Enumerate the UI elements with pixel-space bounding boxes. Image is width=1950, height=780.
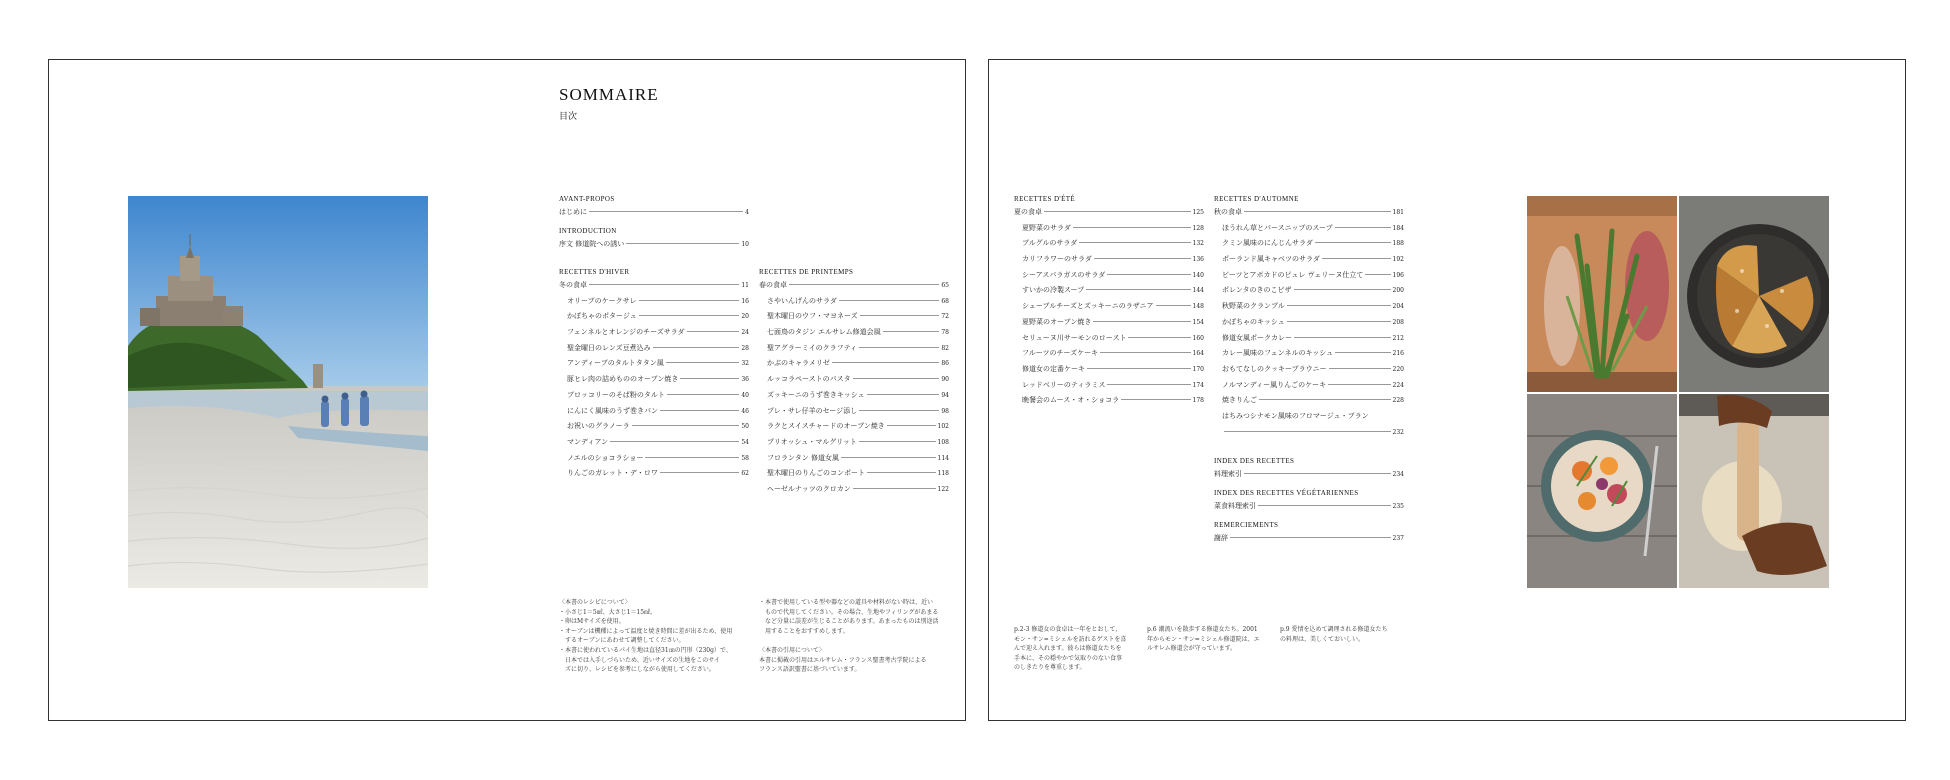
entry-title: ノエルのショコラショー	[567, 453, 644, 462]
entry-list	[1214, 221, 1404, 409]
entry-title: マンディアン	[567, 437, 609, 446]
entry-page: 28	[741, 344, 749, 352]
entry-title: お祝いのグラノーラ	[567, 422, 630, 431]
leader-dots	[841, 457, 936, 458]
entry-page: 181	[1392, 209, 1404, 216]
toc-entry[interactable]	[559, 435, 749, 451]
entry-page: 148	[1192, 303, 1204, 311]
entry-page: 224	[1392, 381, 1404, 389]
toc-entry[interactable]	[1214, 331, 1404, 347]
leader-dots	[1094, 258, 1191, 259]
entry-title: フルーツのチーズケーキ	[1022, 349, 1099, 358]
entry-page: 65	[941, 282, 949, 289]
entry-page: 154	[1192, 318, 1204, 326]
leader-dots	[660, 410, 739, 411]
entry-page: 216	[1392, 350, 1404, 358]
toc-entry[interactable]	[1014, 346, 1204, 362]
toc-entry[interactable]	[759, 419, 949, 435]
entry-title: すいかの冷製スープ	[1022, 286, 1085, 295]
toc-entry[interactable]	[759, 482, 949, 498]
page-subtitle: 目次	[559, 111, 578, 121]
toc-entry[interactable]	[1014, 283, 1204, 299]
leader-dots	[1365, 274, 1390, 275]
entry-page: 174	[1192, 381, 1204, 389]
entry-title: 料理索引	[1214, 470, 1242, 478]
mont-saint-michel-photo	[128, 196, 428, 588]
entry-title: はちみつシナモン風味のフロマージュ・ブラン	[1222, 411, 1369, 420]
photo-caption-p9: p.9 愛情を込めて調理される修道女たち の料理は、美しくておいしい。	[1280, 626, 1388, 643]
entry-title: 夏の食卓	[1014, 208, 1042, 216]
toc-entry[interactable]	[559, 237, 749, 253]
leader-dots	[860, 315, 940, 316]
leader-dots	[610, 441, 739, 442]
entry-page: 24	[741, 329, 749, 337]
entry-page: 220	[1392, 365, 1404, 373]
leader-dots	[653, 347, 740, 348]
leader-dots	[1322, 258, 1391, 259]
leader-dots	[853, 488, 936, 489]
entry-title: 冬の食卓	[559, 281, 587, 289]
entry-page: 62	[741, 470, 749, 478]
leader-dots	[1121, 399, 1190, 400]
leader-dots	[789, 284, 939, 285]
toc-entry[interactable]	[1214, 299, 1404, 315]
entry-page: 235	[1392, 503, 1404, 510]
entry-title: ノルマンディー風りんごのケーキ	[1222, 380, 1327, 389]
leader-dots	[1079, 242, 1190, 243]
entry-page: 160	[1192, 334, 1204, 342]
entry-page: 200	[1392, 287, 1404, 295]
toc-entry[interactable]	[759, 404, 949, 420]
entry-title: ビーツとアボカドのピュレ ヴェリーヌ仕立て	[1222, 270, 1364, 279]
toc-entry[interactable]	[1014, 268, 1204, 284]
entry-title: フェンネルとオレンジのチーズサラダ	[567, 328, 685, 337]
entry-page: 184	[1392, 224, 1404, 232]
toc-entry[interactable]	[559, 388, 749, 404]
toc-remerciements	[1214, 519, 1404, 547]
entry-title: 修道女の定番ケーキ	[1022, 364, 1085, 373]
toc-entry[interactable]	[1014, 315, 1204, 331]
section-heading: AVANT-PROPOS	[559, 195, 615, 203]
entry-title: さやいんげんのサラダ	[767, 296, 837, 305]
entry-title: はじめに	[559, 208, 587, 216]
entry-page: 90	[941, 376, 949, 384]
entry-page: 136	[1192, 256, 1204, 264]
entry-title: 春の食卓	[759, 281, 787, 289]
leader-dots	[859, 347, 939, 348]
entry-title: 豚ヒレ肉の詰めもののオーブン焼き	[567, 375, 679, 384]
toc-entry[interactable]	[1014, 393, 1204, 409]
toc-entry[interactable]	[759, 294, 949, 310]
food-photo-grid	[1527, 196, 1829, 588]
leader-dots	[1244, 473, 1391, 474]
toc-entry[interactable]	[1214, 362, 1404, 378]
entry-page: 50	[741, 423, 749, 431]
toc-entry[interactable]	[1214, 531, 1404, 547]
entry-page: 16	[741, 297, 749, 305]
entry-title: かぶのキャラメリゼ	[767, 359, 830, 368]
toc-entry[interactable]	[559, 205, 749, 221]
entry-title: ブルグルのサラダ	[1022, 239, 1078, 248]
leader-dots	[1287, 305, 1391, 306]
leader-dots	[680, 378, 739, 379]
toc-recettes-ete	[1014, 193, 1204, 409]
section-heading: INDEX DES RECETTES	[1214, 457, 1295, 465]
entry-list	[559, 294, 749, 482]
entry-title: ポーランド風キャベツのサラダ	[1222, 255, 1320, 264]
toc-entry[interactable]	[1214, 346, 1404, 362]
entry-page: 228	[1392, 397, 1404, 405]
entry-page: 58	[741, 454, 749, 462]
leader-dots	[1287, 321, 1391, 322]
entry-page: 125	[1192, 209, 1204, 216]
entry-page: 140	[1192, 271, 1204, 279]
entry-title: アンディーブのタルトタタン風	[567, 359, 664, 368]
toc-entry[interactable]	[1214, 252, 1404, 268]
entry-title: おもてなしのクッキーブラウニー	[1222, 364, 1327, 373]
entry-list	[1014, 221, 1204, 409]
leader-dots	[1328, 384, 1390, 385]
entry-page: 170	[1192, 365, 1204, 373]
toc-entry[interactable]	[559, 294, 749, 310]
entry-page: 212	[1392, 334, 1404, 342]
entry-page: 164	[1192, 350, 1204, 358]
section-heading: INDEX DES RECETTES VÉGÉTARIENNES	[1214, 489, 1359, 497]
entry-page: 132	[1192, 240, 1204, 248]
entry-page: 118	[937, 470, 949, 478]
entry-title: ブロッコリーのそば粉のタルト	[567, 390, 665, 399]
page-title: SOMMAIRE	[559, 85, 659, 104]
leader-dots	[867, 394, 940, 395]
leader-dots	[589, 284, 739, 285]
leader-dots	[1259, 399, 1391, 400]
entry-page: 72	[941, 313, 949, 321]
entry-title: シェーブルチーズとズッキーニのラザニア	[1022, 302, 1154, 311]
entry-page: 208	[1392, 318, 1404, 326]
leader-dots	[1335, 227, 1391, 228]
toc-entry[interactable]	[1214, 221, 1404, 237]
toc-entry[interactable]	[759, 341, 949, 357]
leader-dots	[887, 425, 936, 426]
entry-title: 聖アグラーミイのクラフティ	[767, 343, 858, 352]
toc-entry[interactable]	[1014, 221, 1204, 237]
toc-entry[interactable]	[559, 419, 749, 435]
toc-entry[interactable]	[1214, 378, 1404, 394]
entry-title: ヘーゼルナッツのクロカン	[767, 484, 851, 493]
toc-entry-main[interactable]	[1214, 205, 1404, 221]
entry-title: ズッキーニのうず巻きキッシュ	[767, 390, 865, 399]
toc-index-vegetarien	[1214, 487, 1404, 515]
toc-entry[interactable]	[559, 341, 749, 357]
leader-dots	[1093, 321, 1190, 322]
entry-page: 144	[1192, 287, 1204, 295]
entry-title: オリーブのケークサレ	[567, 296, 637, 305]
entry-page: 4	[745, 209, 749, 216]
leader-dots	[859, 441, 936, 442]
toc-entry[interactable]	[1014, 378, 1204, 394]
leader-dots	[632, 425, 740, 426]
entry-page: 82	[941, 344, 949, 352]
photo-caption-p6: p.6 潮流いを散歩する修道女たち。2001 年からモン・サン=ミシェル修道院は、エ ルサレム修道会が守っています。	[1147, 626, 1260, 653]
right-page	[988, 59, 1906, 721]
leader-dots	[1128, 337, 1190, 338]
entry-title: ラクとスイスチャードのオーブン焼き	[767, 422, 885, 431]
leader-dots	[639, 300, 740, 301]
toc-entry[interactable]	[1214, 268, 1404, 284]
section-heading: RECETTES D'AUTOMNE	[1214, 195, 1299, 203]
entry-title: 焼きりんご	[1222, 396, 1257, 405]
toc-entry[interactable]	[1214, 236, 1404, 252]
left-page	[48, 59, 966, 721]
section-heading: RECETTES D'ÉTÉ	[1014, 195, 1076, 203]
toc-entry[interactable]	[759, 372, 949, 388]
toc-entry[interactable]	[759, 325, 949, 341]
leader-dots	[589, 211, 743, 212]
entry-page: 98	[941, 407, 949, 415]
leader-dots	[1087, 368, 1191, 369]
leader-dots	[1073, 227, 1191, 228]
leader-dots	[839, 300, 939, 301]
leader-dots	[883, 331, 940, 332]
leader-dots	[1086, 289, 1190, 290]
section-heading: RECETTES D'HIVER	[559, 268, 630, 276]
entry-title: 聖木曜日のウフ・マヨネーズ	[767, 312, 858, 321]
leader-dots	[1294, 337, 1391, 338]
entry-page: 94	[941, 391, 949, 399]
entry-title: 聖木曜日のりんごのコンポート	[767, 469, 865, 478]
toc-entry[interactable]	[1014, 331, 1204, 347]
toc-entry[interactable]	[1014, 252, 1204, 268]
entry-title: ポレンタのきのこビザ	[1222, 286, 1292, 295]
toc-entry[interactable]	[1014, 299, 1204, 315]
leader-dots	[1107, 274, 1190, 275]
entry-title: ルッコラペーストのパスタ	[767, 375, 851, 384]
toc-recettes-hiver	[559, 266, 749, 482]
entry-page: 54	[741, 438, 749, 446]
leader-dots	[1044, 211, 1191, 212]
toc-entry[interactable]	[559, 356, 749, 372]
toc-entry[interactable]	[759, 435, 949, 451]
entry-page: 32	[741, 360, 749, 368]
leader-dots	[1294, 289, 1391, 290]
entry-page: 36	[741, 376, 749, 384]
entry-title: 謝辞	[1214, 534, 1228, 542]
entry-title: 晩餐会のムース・オ・ショコラ	[1022, 396, 1120, 405]
entry-page: 68	[941, 297, 949, 305]
leader-dots	[666, 362, 740, 363]
entry-title: フロランタン 修道女風	[767, 453, 839, 462]
entry-page: 234	[1392, 471, 1404, 478]
leader-dots	[1156, 305, 1191, 306]
section-heading: RECETTES DE PRINTEMPS	[759, 268, 854, 276]
toc-entry[interactable]	[559, 372, 749, 388]
entry-page: 40	[741, 391, 749, 399]
entry-page: 78	[941, 329, 949, 337]
entry-title: カリフラワーのサラダ	[1022, 255, 1092, 264]
entry-title: 七面鳥のタジン エルサレム修道会風	[767, 328, 881, 337]
entry-page: 178	[1192, 397, 1204, 405]
entry-page: 20	[741, 313, 749, 321]
entry-title: ほうれん草とパースニップのスープ	[1222, 223, 1333, 232]
toc-avant-propos	[559, 193, 749, 221]
toc-entry[interactable]	[559, 404, 749, 420]
entry-title: かぼちゃのポタージュ	[567, 312, 637, 321]
entry-page: 108	[937, 438, 949, 446]
entry-page: 86	[941, 360, 949, 368]
toc-entry[interactable]	[759, 388, 949, 404]
leader-dots	[1315, 242, 1391, 243]
entry-title: 序文 修道院への誘い	[559, 240, 625, 248]
toc-entry[interactable]	[559, 309, 749, 325]
entry-title: 夏野菜のオーブン焼き	[1022, 317, 1092, 326]
toc-entry[interactable]	[759, 466, 949, 482]
entry-title: にんにく風味のうず巻きパン	[567, 406, 658, 415]
leader-dots	[645, 457, 739, 458]
toc-entry[interactable]	[1014, 362, 1204, 378]
leader-dots	[859, 410, 939, 411]
leader-dots	[867, 472, 936, 473]
leader-dots	[1230, 537, 1391, 538]
entry-page: 188	[1392, 240, 1404, 248]
entry-page: 46	[741, 407, 749, 415]
leader-dots	[1224, 431, 1391, 432]
leader-dots	[660, 472, 739, 473]
photo-caption-p2-3: p.2-3 修道女の食卓は一年をとおして、 モン・サン=ミシェルを訪れるゲストを喜 んで迎え入れます。彼らは修道女たちを 手本に、その穏やかで気取りのない食事 のしきたりを尊重します。	[1014, 626, 1127, 672]
toc-entry[interactable]	[759, 356, 949, 372]
leader-dots	[853, 378, 940, 379]
toc-recettes-automne	[1214, 193, 1404, 440]
section-heading: INTRODUCTION	[559, 227, 617, 235]
entry-title: 秋野菜のクランブル	[1222, 302, 1285, 311]
toc-entry[interactable]	[1214, 499, 1404, 515]
entry-page: 204	[1392, 303, 1404, 311]
toc-entry-main[interactable]	[759, 278, 949, 294]
leader-dots	[1258, 505, 1391, 506]
entry-page: 128	[1192, 224, 1204, 232]
toc-entry[interactable]	[759, 451, 949, 467]
entry-title: りんごのガレット・デ・ロワ	[567, 469, 658, 478]
recipe-notes: 〈本書のレシピについて〉 ・小さじ1＝5㎖、大さじ1＝15㎖。 ・卵はMサイズを使用。 ・オーブンは機種によって温度と焼き時間に差が出るため、使用 するオーブンにあわせて調整してください。 ・本書に使われているパイ生地は直径31㎝の円形（230g）で、 日本では入手しづらいため、近いサイズの生地をこのサイ ズに切り、レシピを参考にしながら使用してください。	[559, 599, 733, 674]
toc-entry[interactable]	[1214, 409, 1404, 440]
leader-dots	[667, 394, 739, 395]
toc-entry[interactable]	[1214, 283, 1404, 299]
leader-dots	[639, 315, 740, 316]
toc-entry[interactable]	[759, 309, 949, 325]
toc-introduction	[559, 225, 749, 253]
entry-page: 102	[937, 423, 949, 431]
entry-page: 10	[741, 241, 749, 248]
entry-title: セリューヌ川サーモンのロースト	[1022, 333, 1127, 342]
entry-title: プレ・サレ仔羊のセージ添し	[767, 406, 858, 415]
entry-page: 11	[741, 282, 749, 289]
entry-list	[759, 294, 949, 498]
entry-title: 修道女風ポークカレー	[1222, 333, 1292, 342]
toc-entry[interactable]	[559, 451, 749, 467]
entry-title: クミン風味のにんじんサラダ	[1222, 239, 1313, 248]
leader-dots	[1335, 352, 1390, 353]
entry-page: 122	[937, 485, 949, 493]
entry-page: 192	[1392, 256, 1404, 264]
toc-entry[interactable]	[1214, 467, 1404, 483]
entry-title: レッドベリーのティラミス	[1022, 380, 1106, 389]
toc-entry[interactable]	[559, 325, 749, 341]
entry-title: 菜食料理索引	[1214, 502, 1256, 510]
toc-entry-main[interactable]	[559, 278, 749, 294]
entry-page: 232	[1392, 428, 1404, 436]
entry-page: 237	[1392, 535, 1404, 542]
section-heading: REMERCIEMENTS	[1214, 521, 1279, 529]
toc-entry[interactable]	[559, 466, 749, 482]
entry-title: 秋の食卓	[1214, 208, 1242, 216]
toc-index	[1214, 455, 1404, 483]
leader-dots	[626, 243, 739, 244]
leader-dots	[832, 362, 940, 363]
toc-entry[interactable]	[1014, 236, 1204, 252]
entry-page: 196	[1392, 271, 1404, 279]
entry-title: かぼちゃのキッシュ	[1222, 317, 1285, 326]
leader-dots	[1107, 384, 1190, 385]
entry-title: プリオッシュ・マルグリット	[767, 437, 857, 446]
entry-title: カレー風味のフェンネルのキッシュ	[1222, 349, 1334, 358]
leader-dots	[1100, 352, 1190, 353]
entry-title: 夏野菜のサラダ	[1022, 223, 1071, 232]
toc-entry-main[interactable]	[1014, 205, 1204, 221]
toc-entry[interactable]	[1214, 393, 1404, 409]
leader-dots	[1329, 368, 1391, 369]
entry-page: 114	[937, 454, 949, 462]
toc-recettes-printemps	[759, 266, 949, 498]
leader-dots	[687, 331, 740, 332]
leader-dots	[1244, 211, 1391, 212]
entry-title: シーアスパラガスのサラダ	[1022, 270, 1106, 279]
entry-title: 聖金曜日のレンズ豆煮込み	[567, 343, 651, 352]
usage-notes: ・本書で使用している型や器などの道具や材料がない時は、近い もので代用してください。その場合、生地やフィリングがあまる など分量に誤差が生じることがあります。あまったものは別途活 用することをおすすめします。 〈本書の引用について〉 本書に掲載の引用はエルサレム・フランス聖書考古学院による フランス語訳聖書に基づいています。	[759, 599, 939, 674]
toc-entry[interactable]	[1214, 315, 1404, 331]
